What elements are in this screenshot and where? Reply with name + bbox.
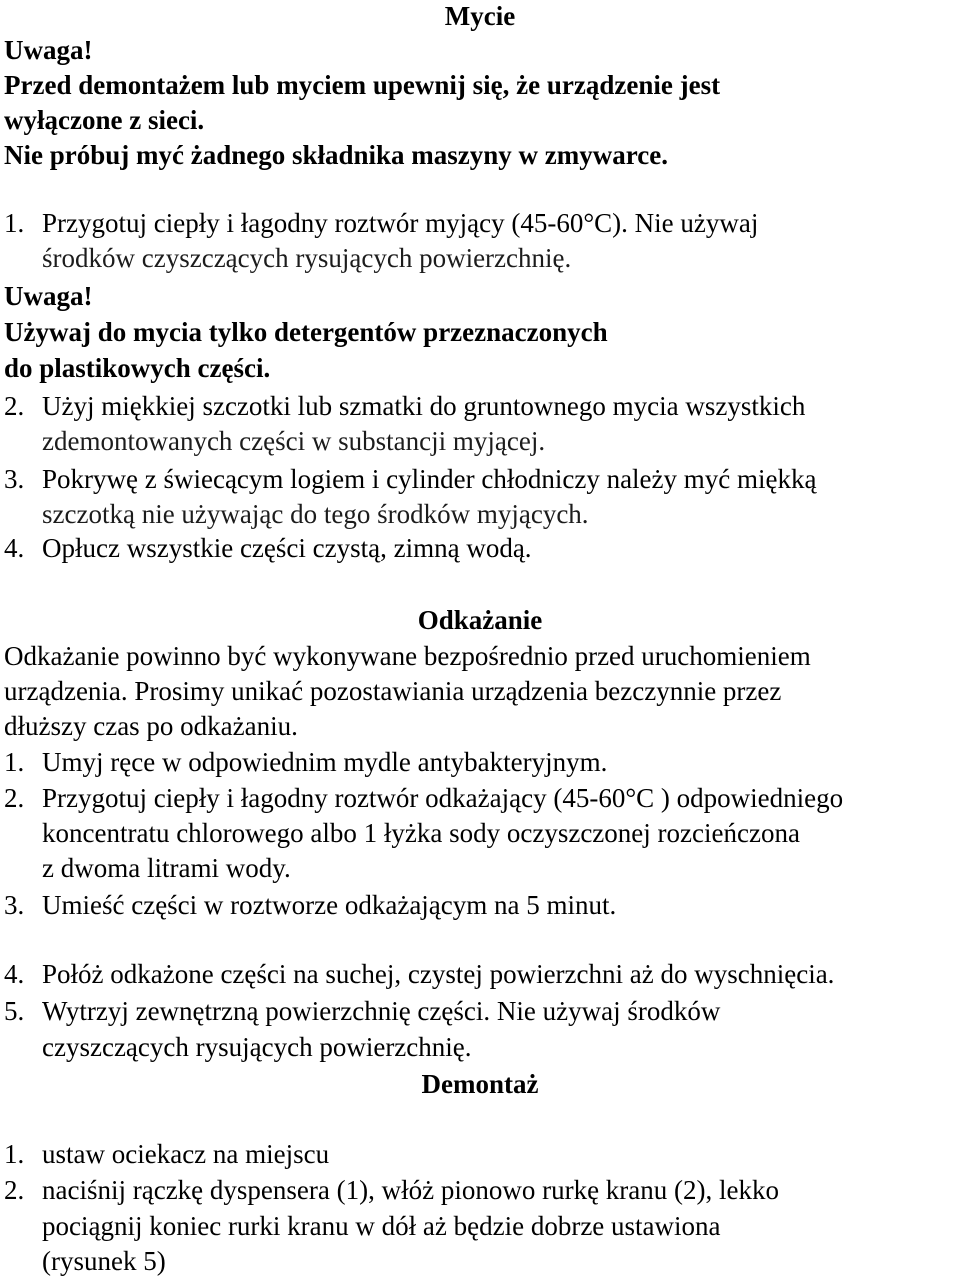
list-text: Umieść części w roztworze odkażającym na 5 minut. [42, 890, 617, 920]
list-text: Opłucz wszystkie części czystą, zimną wodą. [42, 533, 532, 563]
list-number: 5. [4, 996, 25, 1026]
list-text-continued: środków czyszczących rysujących powierzchnię. [42, 243, 572, 273]
list-number: 1. [4, 208, 25, 238]
list-number: 2. [4, 391, 25, 421]
list-text-continued: zdemontowanych części w substancji myjącej. [42, 426, 546, 456]
note-line: Używaj do mycia tylko detergentów przeznaczonych [4, 317, 608, 347]
list-text: Połóż odkażone części na suchej, czystej powierzchni aż do wyschnięcia. [42, 959, 835, 989]
note-label: Uwaga! [4, 281, 93, 311]
list-number: 1. [4, 747, 25, 777]
list-text: Wytrzyj zewnętrzną powierzchnię części. Nie używaj środków [42, 996, 721, 1026]
list-text-continued: koncentratu chlorowego albo 1 łyżka sody oczyszczonej rozcieńczona [42, 818, 800, 848]
list-text-continued: czyszczących rysujących powierzchnię. [42, 1032, 472, 1062]
list-number: 2. [4, 783, 25, 813]
list-text-continued: pociągnij koniec rurki kranu w dół aż będzie dobrze ustawiona [42, 1211, 721, 1241]
list-number: 4. [4, 533, 25, 563]
paragraph-line: Odkażanie powinno być wykonywane bezpośrednio przed uruchomieniem [4, 641, 811, 671]
section-title-mycie: Mycie [444, 1, 516, 31]
list-text: Pokrywę z świecącym logiem i cylinder chłodniczy należy myć miękką [42, 464, 817, 494]
list-number: 4. [4, 959, 25, 989]
note-line: do plastikowych części. [4, 353, 271, 383]
section-title-demontaz: Demontaż [421, 1069, 539, 1099]
warning-label: Uwaga! [4, 35, 93, 65]
paragraph-line: urządzenia. Prosimy unikać pozostawiania urządzenia bezczynnie przez [4, 676, 782, 706]
list-text-continued: (rysunek 5) [42, 1246, 166, 1276]
list-text: Użyj miękkiej szczotki lub szmatki do gruntownego mycia wszystkich [42, 391, 806, 421]
list-number: 3. [4, 890, 25, 920]
list-text: Przygotuj ciepły i łagodny roztwór odkażający (45-60°C ) odpowiedniego [42, 783, 844, 813]
list-text: Przygotuj ciepły i łagodny roztwór myjący (45-60°C). Nie używaj [42, 208, 759, 238]
warning-line: wyłączone z sieci. [4, 105, 205, 135]
list-number: 2. [4, 1175, 25, 1205]
list-text: Umyj ręce w odpowiednim mydle antybakteryjnym. [42, 747, 608, 777]
warning-line: Przed demontażem lub myciem upewnij się, że urządzenie jest [4, 70, 721, 100]
list-text-continued: z dwoma litrami wody. [42, 853, 291, 883]
list-text-continued: szczotką nie używając do tego środków myjących. [42, 499, 589, 529]
list-text: ustaw ociekacz na miejscu [42, 1139, 330, 1169]
list-number: 3. [4, 464, 25, 494]
warning-line: Nie próbuj myć żadnego składnika maszyny w zmywarce. [4, 140, 668, 170]
section-title-odkazanie: Odkażanie [417, 605, 543, 635]
list-text: naciśnij rączkę dyspensera (1), włóż pionowo rurkę kranu (2), lekko [42, 1175, 779, 1205]
paragraph-line: dłuższy czas po odkażaniu. [4, 711, 298, 741]
list-number: 1. [4, 1139, 25, 1169]
